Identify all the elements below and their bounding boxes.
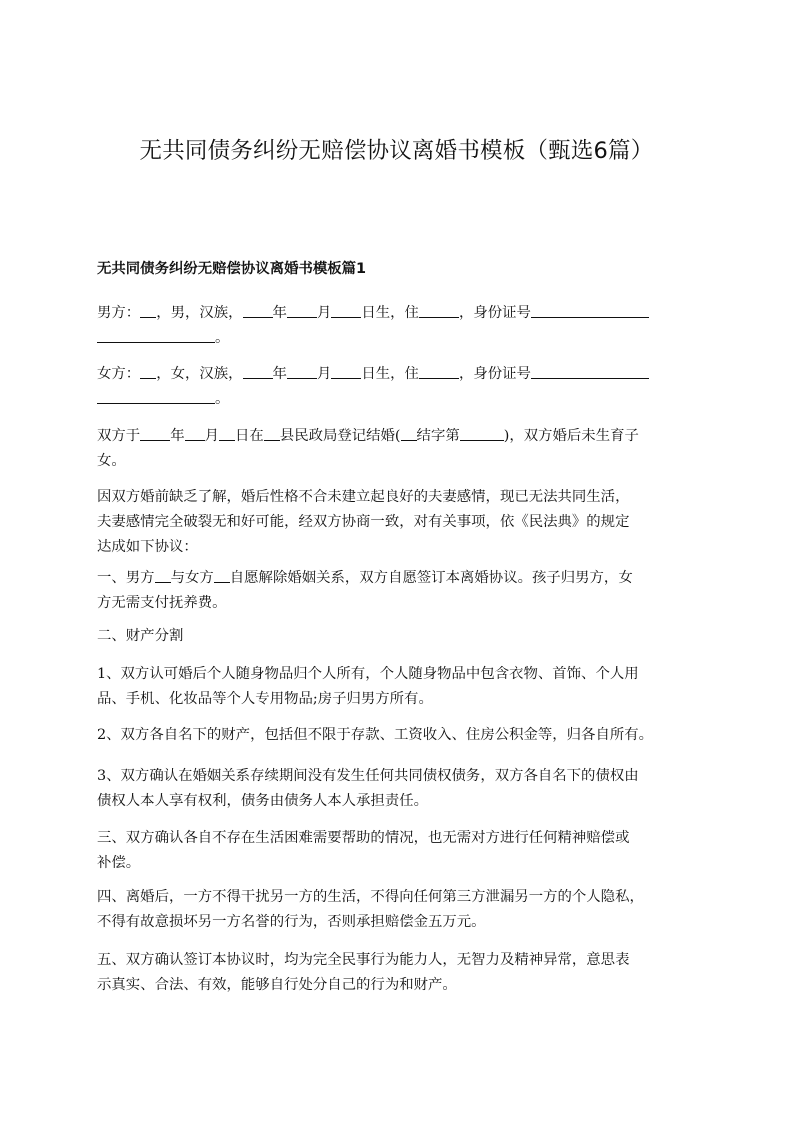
- female-party-paragraph: [97, 362, 699, 412]
- property-item-1: 1、双方认可婚后个人随身物品归个人所有，个人随身物品中包含衣物、首饰、个人用 品、手机、化妆品等个人专用物品;房子归男方所有。: [97, 666, 639, 707]
- day-blank: [331, 303, 361, 318]
- marriage-registration-paragraph: [97, 424, 699, 474]
- id-number-blank: [531, 303, 649, 318]
- male-party-line-2: 。: [97, 326, 699, 351]
- name-blank: [140, 364, 156, 379]
- clause-2-heading: 二、财产分割: [97, 628, 184, 644]
- day-blank: [331, 364, 361, 379]
- female-party-line-1: 女方： ，女，汉族， 年 月 日生，住 ，身份证号: [97, 362, 699, 387]
- property-item-3: 3、双方确认在婚姻关系存续期间没有发生任何共同债权债务，双方各自名下的债权由 债权人本人享有权利，债务由债务人本人承担责任。: [97, 768, 639, 809]
- female-party-line-2: 。: [97, 387, 699, 412]
- cert-prefix-blank: [401, 426, 417, 441]
- clause-4-paragraph: 四、离婚后，一方不得干扰另一方的生活，不得向任何第三方泄漏另一方的个人隐私， 不得有故意损坏另一方名誉的行为，否则承担赔偿金五万元。: [97, 889, 644, 930]
- id-number-blank: [531, 364, 649, 379]
- clause-1-line-1: 一、男方 与女方 自愿解除婚姻关系，双方自愿签订本离婚协议。孩子归男方，女: [97, 570, 633, 586]
- id-number-blank-continued: [97, 389, 215, 404]
- marriage-line-2: 女。: [97, 453, 126, 469]
- male-name-blank: [155, 568, 171, 583]
- clause-3-paragraph: 三、双方确认各自不存在生活困难需要帮助的情况，也无需对方进行任何精神赔偿或 补偿。: [97, 830, 630, 871]
- year-blank: [243, 303, 273, 318]
- id-number-blank-continued: [97, 328, 215, 343]
- year-blank: [243, 364, 273, 379]
- clause-5-paragraph: 五、双方确认签订本协议时，均为完全民事行为能力人，无智力及精神异常，意思表 示真实、合法、有效，能够自行处分自己的行为和财产。: [97, 952, 630, 993]
- cert-number-blank: [460, 426, 504, 441]
- marriage-line-1: 双方于 年 月 日在 县民政局登记结婚( 结字第 )，双方婚后未生育子: [97, 428, 639, 444]
- clause-1-paragraph: 一、男方 与女方 自愿解除婚姻关系，双方自愿签订本离婚协议。孩子归男方，女 方无需支付抚养费。: [97, 566, 699, 616]
- month-blank: [185, 426, 205, 441]
- day-blank: [219, 426, 235, 441]
- month-blank: [287, 303, 317, 318]
- male-party-paragraph: [97, 301, 699, 351]
- month-blank: [287, 364, 317, 379]
- property-item-2: 2、双方各自名下的财产，包括但不限于存款、工资收入、住房公积金等，归各自所有。: [97, 727, 654, 743]
- address-blank: [419, 364, 459, 379]
- reason-paragraph: 因双方婚前缺乏了解，婚后性格不合未建立起良好的夫妻感情，现已无法共同生活， 夫妻感情完全破裂无和好可能，经双方协商一致，对有关事项，依《民法典》的规定 达成如下协议：: [97, 489, 630, 555]
- section-heading: 无共同债务纠纷无赔偿协议离婚书模板篇1: [97, 261, 367, 277]
- female-name-blank: [214, 568, 230, 583]
- address-blank: [419, 303, 459, 318]
- document-title: 无共同债务纠纷无赔偿协议离婚书模板（甄选6篇）: [139, 138, 654, 164]
- county-blank: [264, 426, 280, 441]
- name-blank: [140, 303, 156, 318]
- year-blank: [140, 426, 170, 441]
- male-party-line-1: 男方： ，男，汉族， 年 月 日生，住 ，身份证号: [97, 301, 699, 326]
